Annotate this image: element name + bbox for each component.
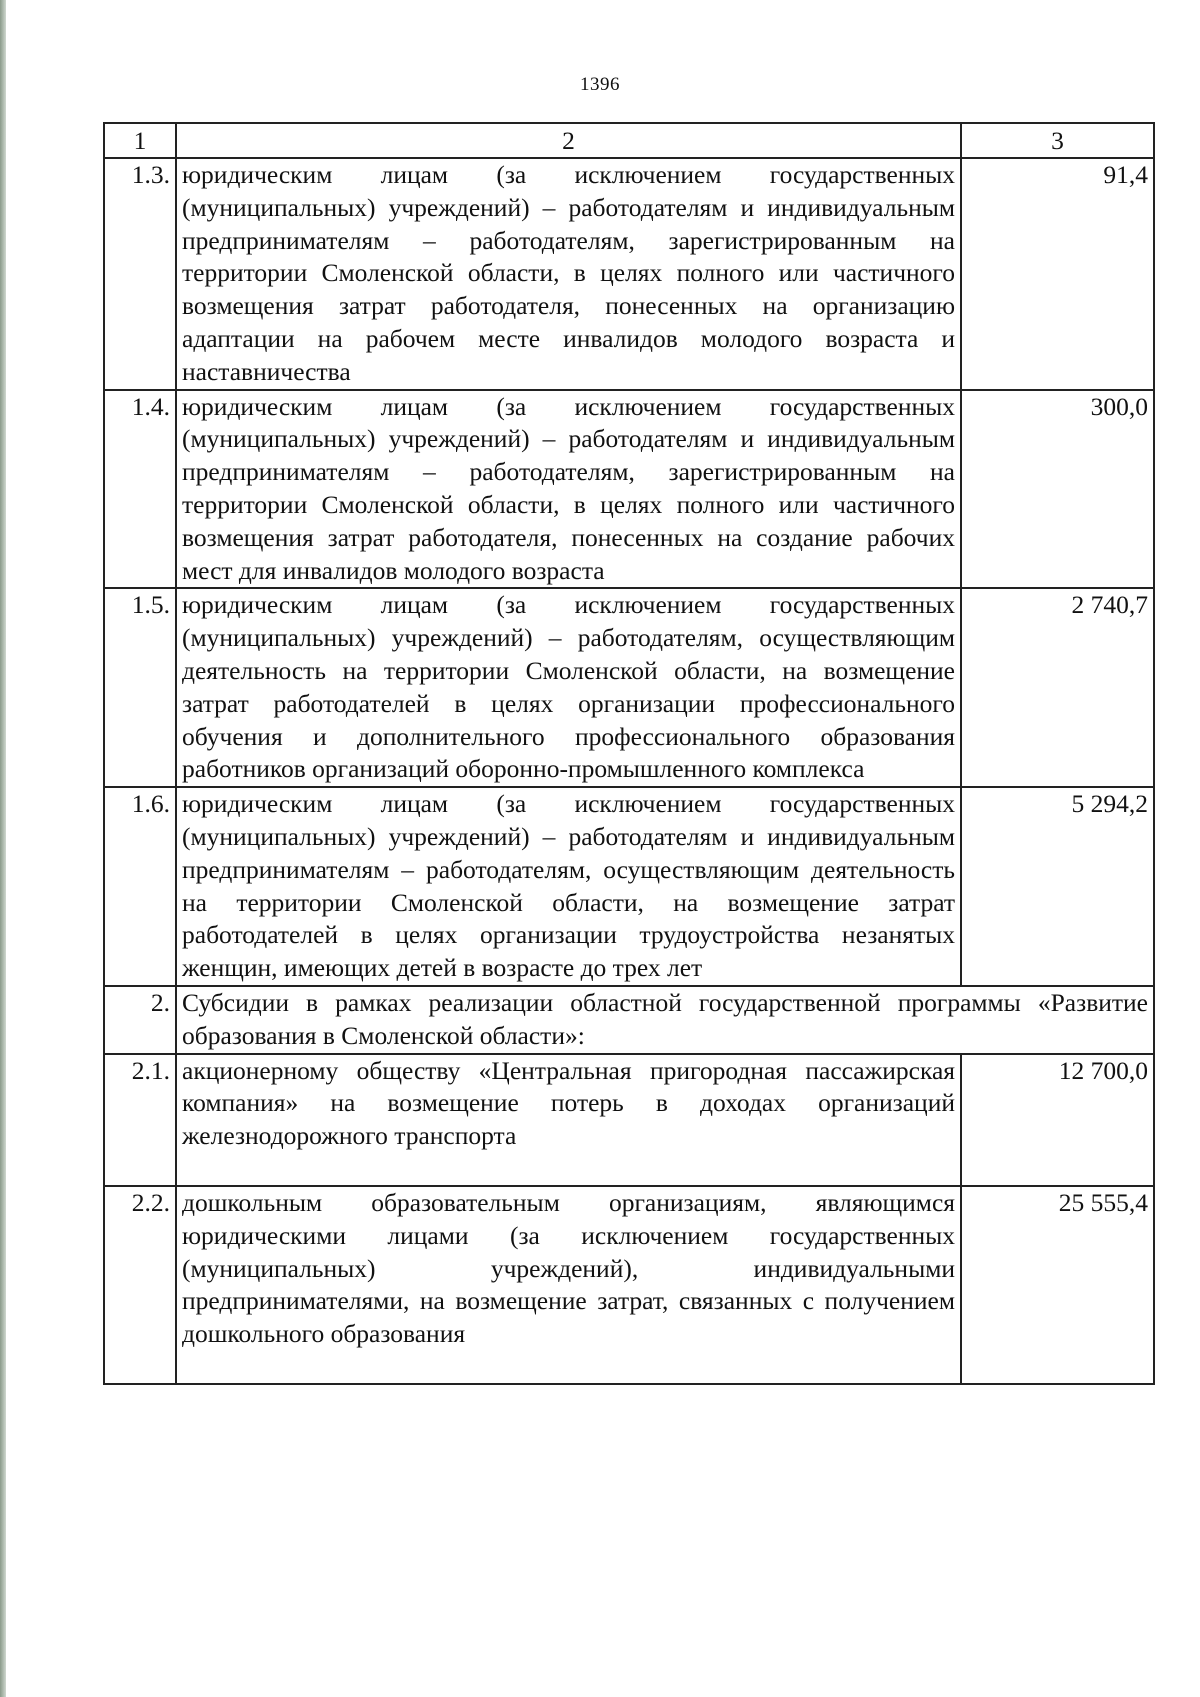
row-description: юридическим лицам (за исключением государственных (муниципальных) учреждений) – работодателям, осуществляющим деятельность на территории Смоленской области, на возмещение затрат работодателей в целях организации профессионального обучения и дополнительного профессионального образования работников организаций оборонно-промышленного комплекса: [176, 588, 961, 787]
row-description: юридическим лицам (за исключением государственных (муниципальных) учреждений) – работодателям и индивидуальным предпринимателям – работодателям, осуществляющим деятельность на территории Смоленской области, на возмещение затрат работодателей в целях организации трудоустройства незанятых женщин, имеющих детей в возрасте до трех лет: [176, 787, 961, 986]
section-number: 2.: [104, 986, 176, 1054]
header-col-2: 2: [176, 123, 961, 158]
section-row: [104, 986, 1154, 1054]
row-description: дошкольным образовательным организациям, являющимся юридическими лицами (за исключением государственных (муниципальных) учреждений), индивидуальными предпринимателями, на возмещение затрат, связанных с получением дошкольного образования: [176, 1186, 961, 1384]
row-number: 2.1.: [104, 1054, 176, 1186]
table-row: [104, 1054, 1154, 1186]
row-amount: 300,0: [961, 390, 1154, 589]
header-col-1: 1: [104, 123, 176, 158]
row-description: юридическим лицам (за исключением государственных (муниципальных) учреждений) – работодателям и индивидуальным предпринимателям – работодателям, зарегистрированным на территории Смоленской области, в целях полного или частичного возмещения затрат работодателя, понесенных на организацию адаптации на рабочем месте инвалидов молодого возраста и наставничества: [176, 158, 961, 390]
table-row: [104, 158, 1154, 390]
table-row: [104, 588, 1154, 787]
table-row: [104, 787, 1154, 986]
header-col-3: 3: [961, 123, 1154, 158]
row-number: 1.4.: [104, 390, 176, 589]
row-description: акционерному обществу «Центральная пригородная пассажирская компания» на возмещение потерь в доходах организаций железнодорожного транспорта: [176, 1054, 961, 1186]
row-amount: 5 294,2: [961, 787, 1154, 986]
row-number: 2.2.: [104, 1186, 176, 1384]
table-header-row: [104, 123, 1154, 158]
row-number: 1.3.: [104, 158, 176, 390]
table-row: [104, 390, 1154, 589]
row-amount: 91,4: [961, 158, 1154, 390]
section-title: Субсидии в рамках реализации областной государственной программы «Развитие образования в Смоленской области»:: [176, 986, 1154, 1054]
row-amount: 25 555,4: [961, 1186, 1154, 1384]
row-number: 1.5.: [104, 588, 176, 787]
row-description: юридическим лицам (за исключением государственных (муниципальных) учреждений) – работодателям и индивидуальным предпринимателям – работодателям, зарегистрированным на территории Смоленской области, в целях полного или частичного возмещения затрат работодателя, понесенных на создание рабочих мест для инвалидов молодого возраста: [176, 390, 961, 589]
table-row: [104, 1186, 1154, 1384]
page-number: 1396: [580, 74, 620, 95]
scan-left-edge: [0, 0, 6, 1697]
row-amount: 2 740,7: [961, 588, 1154, 787]
row-number: 1.6.: [104, 787, 176, 986]
row-amount: 12 700,0: [961, 1054, 1154, 1186]
subsidy-table: [103, 122, 1155, 1385]
